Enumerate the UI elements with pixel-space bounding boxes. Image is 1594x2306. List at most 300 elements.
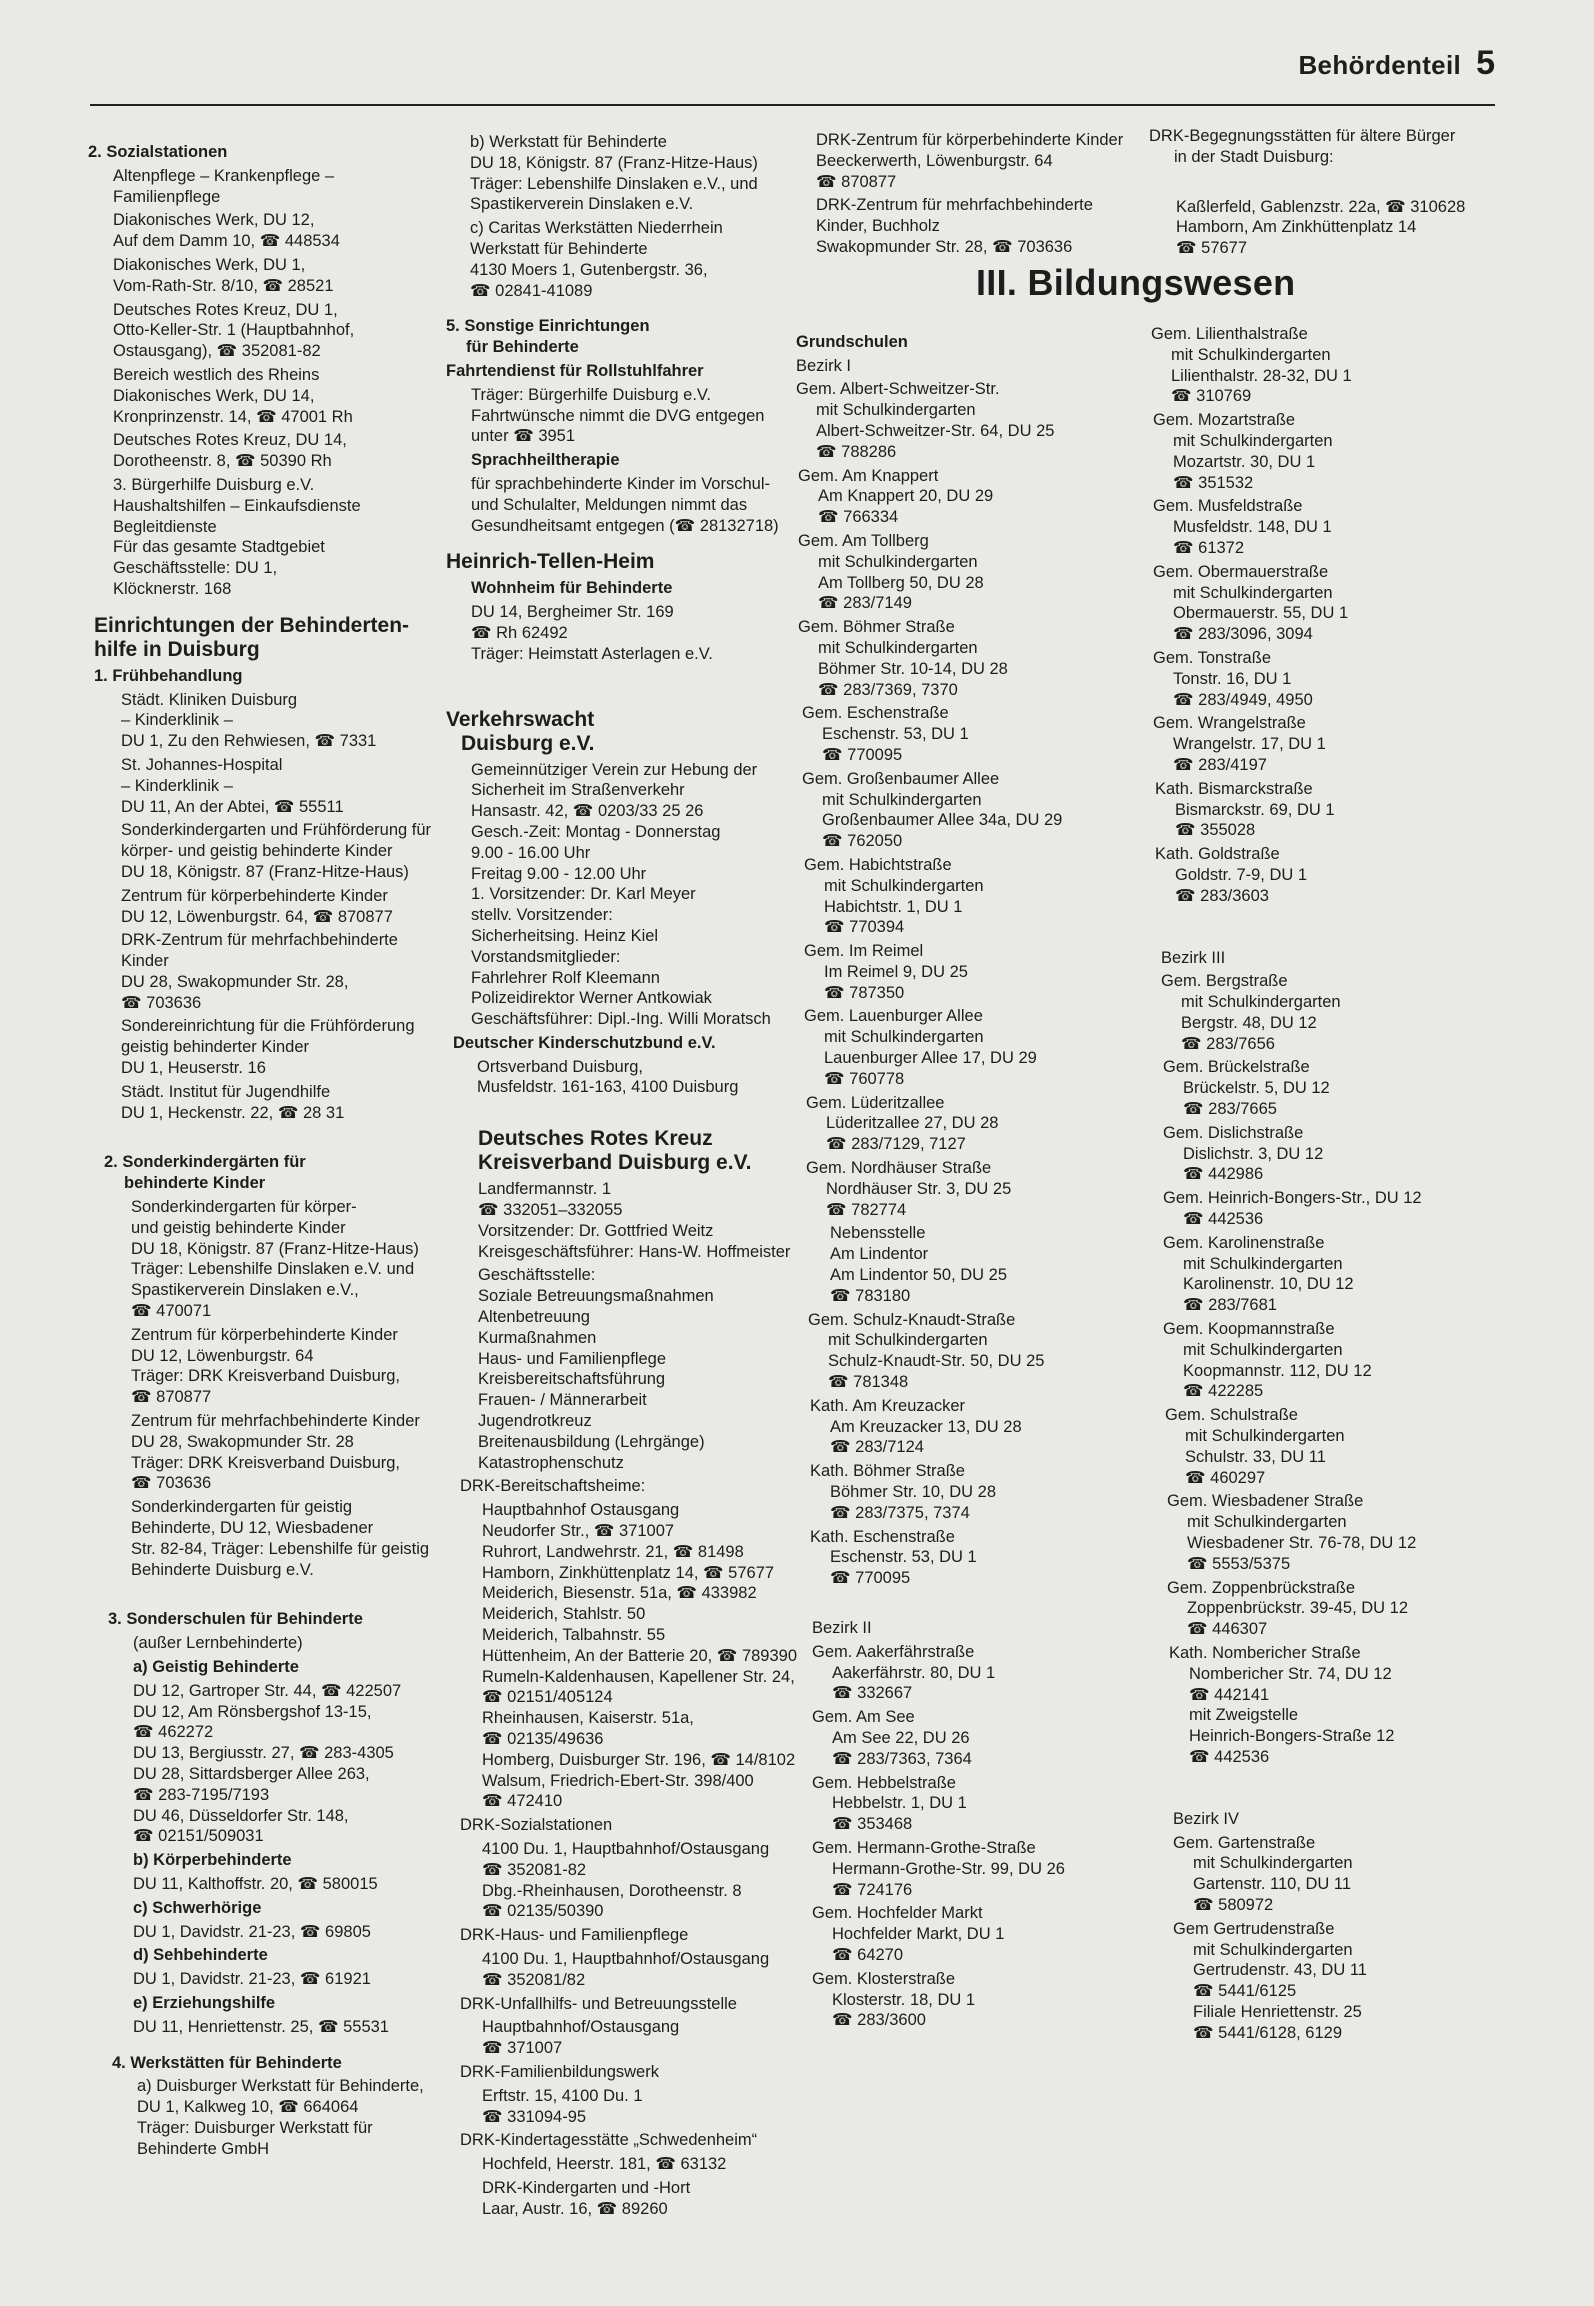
entry [1163,1319,1494,1402]
entry-line: 2. Sonderkindergärten für [104,1153,306,1172]
entry-line: ☎ 460297 [1185,1468,1266,1487]
entry-line: Dislichstr. 3, DU 12 [1183,1144,1324,1163]
entry [133,1633,438,1654]
header-title: Behördenteil [1298,50,1461,80]
entry-line: Hauptbahnhof Ostausgang [482,1501,680,1520]
entry-line: DRK-Kindergarten und -Hort [482,2178,691,2197]
entry-line: Kath. Goldstraße [1155,845,1280,864]
entry-line: Hochfeld, Heerstr. 181, ☎ 63132 [482,2155,727,2174]
entry-line: Fahrlehrer Rolf Kleemann [471,968,660,987]
entry-line: Kreisbereitschaftsführung [478,1370,666,1389]
entry-line: in der Stadt Duisburg: [1174,147,1334,166]
entry-line: Begleitdienste [113,517,217,536]
entry-line: DU 12, Löwenburgstr. 64 [131,1346,314,1365]
entry [808,1310,1148,1393]
spacer [1149,910,1494,936]
entry-line: Altenbetreuung [478,1308,590,1327]
entry-line: und Schulalter, Meldungen nimmt das [471,495,748,514]
spacer [88,2041,438,2053]
entry-line: Bereich westlich des Rheins [113,365,320,384]
entry-line: Nombericher Str. 74, DU 12 [1189,1664,1392,1683]
entry-line: mit Schulkindergarten [1187,1513,1347,1532]
entry-line: Gem. Mozartstraße [1153,411,1296,430]
column-4 [1149,126,1494,2047]
entry-line: ☎ 870877 [131,1388,212,1407]
entry-line: Am Lindentor [830,1245,929,1264]
entry [1161,971,1494,1054]
entry-line: d) Sehbehinderte [133,1946,268,1965]
entry-line: Kaßlerfeld, Gablenzstr. 22a, ☎ 310628 [1176,197,1466,216]
entry [1165,1405,1494,1488]
entry-line: 4130 Moers 1, Gutenbergstr. 36, [470,260,708,279]
entry-line: Am Knappert 20, DU 29 [818,487,994,506]
entry-line: Verkehrswacht [446,707,595,731]
entry [113,255,438,297]
entry-line: Deutscher Kinderschutzbund e.V. [453,1033,716,1052]
entry-line: mit Zweigstelle [1189,1706,1299,1725]
entry-line: Kronprinzenstr. 14, ☎ 47001 Rh [113,407,353,426]
entry-line: Neudorfer Str., ☎ 371007 [482,1522,675,1541]
section-heading [478,1127,808,1175]
entry [471,602,808,664]
entry-line: ☎ 783180 [830,1286,911,1305]
entry [460,1925,808,1946]
entry-line: mit Schulkindergarten [1193,1940,1353,1959]
entry-line: Musfeldstr. 161-163, 4100 Duisburg [477,1078,739,1097]
entry [1151,324,1494,407]
entry-line: Gem. Bergstraße [1161,972,1288,991]
entry-line: ☎ 422285 [1183,1382,1264,1401]
entry-line: mit Schulkindergarten [1173,583,1333,602]
entry-line: Hamborn, Zinkhüttenplatz 14, ☎ 57677 [482,1563,775,1582]
spacer [1149,1771,1494,1797]
entry-line: ☎ 283/7369, 7370 [818,680,958,699]
entry-line: Freitag 9.00 - 12.00 Uhr [471,864,647,883]
entry-line: ☎ 283/7656 [1181,1034,1275,1053]
entry-line: DU 12, Gartroper Str. 44, ☎ 422507 [133,1681,402,1700]
entry-line: ☎ 283-7195/7193 [133,1785,270,1804]
entry-line: Meiderich, Talbahnstr. 55 [482,1626,666,1645]
entry-line: Bezirk II [812,1619,872,1637]
entry-line: mit Schulkindergarten [824,1028,984,1047]
entry [806,1158,1148,1220]
entry-line: ☎ 352081/82 [482,1970,586,1989]
entry-line: ☎ 770095 [830,1569,911,1588]
entry-line: Diakonisches Werk, DU 12, [113,211,315,230]
entry-line: DU 1, Heuserstr. 16 [121,1059,266,1078]
entry-line: DU 1, Heckenstr. 22, ☎ 28 31 [121,1103,345,1122]
entry [816,130,1148,192]
entry-line: Am Lindentor 50, DU 25 [830,1266,1008,1285]
entry [802,703,1148,765]
entry-line: Behinderte GmbH [137,2139,270,2158]
entry-line: Walsum, Friedrich-Ebert-Str. 398/400 [482,1771,754,1790]
entry-line: Rumeln-Kaldenhausen, Kapellener Str. 24, [482,1667,795,1686]
subheading [446,361,808,382]
entry-line: Kath. Böhmer Straße [810,1462,965,1481]
entry [482,2154,808,2175]
entry-line: Einrichtungen der Behinderten- [94,613,410,637]
entry-line: DRK-Zentrum für mehrfachbehinderte [121,931,398,950]
entry-line: DRK-Begegnungsstätten für ältere Bürger [1149,127,1456,145]
entry-line: DU 1, Davidstr. 21-23, ☎ 61921 [133,1970,371,1989]
entry-line: DU 11, Henriettenstr. 25, ☎ 55531 [133,2017,389,2036]
entry [804,855,1148,938]
entry [470,132,808,215]
entry-line: DU 18, Königstr. 87 (Franz-Hitze-Haus) [131,1239,419,1258]
entry-line: ☎ 02135/49636 [482,1730,604,1748]
entry [830,1223,1148,1306]
spacer [88,1126,438,1152]
entry [121,755,438,817]
entry [1169,1643,1494,1768]
entry-line: Großenbaumer Allee 34a, DU 29 [822,811,1063,830]
entry-line: a) Duisburger Werkstatt für Behinderte, [137,2077,424,2096]
entry-line: Gesch.-Zeit: Montag - Donnerstag [471,822,721,841]
entry [1155,779,1494,841]
entry-line: b) Werkstatt für Behinderte [470,133,667,151]
entry-line: Altenpflege – Krankenpflege – [113,166,335,185]
subheading [133,1945,438,1966]
entry-line: e) Erziehungshilfe [133,1993,276,2012]
entry-line: Bezirk I [796,356,852,375]
entry-line: ☎ 703636 [131,1474,212,1493]
entry-line: Gem. Musfeldstraße [1153,497,1303,516]
entry-line: Hamborn, Am Zinkhüttenplatz 14 [1176,218,1417,237]
entry-line: (außer Lernbehinderte) [133,1634,303,1653]
entry [1163,1188,1494,1230]
entry [796,379,1148,462]
entry [482,1500,808,1812]
entry [460,1994,808,2015]
page-number: 5 [1476,44,1495,82]
entry-line: ☎ 442141 [1189,1685,1270,1704]
subheading [88,142,438,163]
entry-line: Otto-Keller-Str. 1 (Hauptbahnhof, [113,321,355,340]
entry-line: DU 1, Kalkweg 10, ☎ 664064 [137,2098,359,2117]
entry-line: Breitenausbildung (Lehrgänge) [478,1432,705,1451]
entry [131,1197,438,1322]
entry-line: Nebensstelle [830,1224,926,1243]
entry [482,2086,808,2128]
entry-line: Sonderkindergarten für körper- [131,1198,357,1217]
entry-line: Kath. Nombericher Straße [1169,1644,1361,1662]
entry-line: Dorotheenstr. 8, ☎ 50390 Rh [113,452,332,471]
entry-line: Kinder [121,952,169,971]
entry-line: ☎ 02151/509031 [133,1827,264,1846]
entry-line: Gem. Böhmer Straße [798,618,955,637]
entry-line: Duisburg e.V. [461,731,595,755]
entry-line: Gem. Lüderitzallee [806,1093,945,1112]
entry-line: Lauenburger Allee 17, DU 29 [824,1049,1037,1068]
entry-line: Brückelstr. 5, DU 12 [1183,1079,1330,1098]
entry-line: Am Tollberg 50, DU 28 [818,573,984,592]
entry-line: Gertrudenstr. 43, DU 11 [1193,1961,1367,1980]
subheading [133,1850,438,1871]
entry-line: Bezirk III [1161,948,1226,967]
entry-line: mit Schulkindergarten [1173,431,1333,450]
subheading [94,666,438,687]
entry-line: Goldstr. 7-9, DU 1 [1175,865,1308,884]
entry-line: Hebbelstr. 1, DU 1 [832,1794,967,1813]
entry [1173,1919,1494,2044]
entry-line: mit Schulkindergarten [818,552,978,571]
entry-line: DRK-Sozialstationen [460,1816,613,1835]
subheading [133,1993,438,2014]
entry-line: ☎ 332051–332055 [478,1201,623,1220]
entry-line: Träger: Heimstatt Asterlagen e.V. [471,644,713,663]
entry-line: ☎ 283/4197 [1173,755,1267,774]
entry-line: ☎ 283/7363, 7364 [832,1749,972,1768]
entry-line: Im Reimel 9, DU 25 [824,962,968,981]
entry-line: ☎ 283/4949, 4950 [1173,690,1313,709]
entry-line: Gem. Koopmannstraße [1163,1320,1335,1339]
entry [810,1396,1148,1458]
entry-line: ☎ 446307 [1187,1620,1268,1639]
entry-line: Sprachheiltherapie [471,451,620,470]
entry-line: Gem. Eschenstraße [802,704,949,723]
spacer [446,1101,808,1113]
entry-line: ☎ 61372 [1173,538,1245,557]
entry-line: Kath. Am Kreuzacker [810,1396,965,1415]
entry-line: Dbg.-Rheinhausen, Dorotheenstr. 8 [482,1881,742,1900]
entry-line: c) Schwerhörige [133,1898,262,1917]
entry-line: ☎ 766334 [818,508,899,527]
entry-line: ☎ 332667 [832,1684,913,1703]
entry-line: 1. Frühbehandlung [94,666,243,685]
entry-line: Rheinhausen, Kaiserstr. 51a, [482,1709,694,1728]
subheading [471,450,808,471]
entry [812,1903,1148,1965]
entry-line: Gem. Hermann-Grothe-Straße [812,1838,1036,1857]
entry-line: Ortsverband Duisburg, [477,1057,643,1076]
entry-line: Gem. Heinrich-Bongers-Str., DU 12 [1163,1189,1422,1208]
entry-line: DRK-Zentrum für mehrfachbehinderte [816,196,1093,215]
entry-line: Ruhrort, Landwehrstr. 21, ☎ 81498 [482,1542,744,1561]
entry-line: Obermauerstr. 55, DU 1 [1173,604,1349,623]
entry-line: unter ☎ 3951 [471,427,576,446]
entry-line: ☎ 355028 [1175,821,1256,840]
entry-line: behinderte Kinder [124,1174,266,1193]
entry-line: DU 11, Kalthoffstr. 20, ☎ 580015 [133,1874,378,1893]
entry-line: Gesundheitsamt entgegen (☎ 28132718) [471,516,779,535]
entry-line: Sicherheit im Straßenverkehr [471,781,685,800]
entry [121,820,438,882]
entry-line: Vom-Rath-Str. 8/10, ☎ 28521 [113,276,334,295]
entry-line: Deutsches Rotes Kreuz, DU 1, [113,300,338,319]
entry-line: Behinderte Duisburg e.V. [131,1560,314,1579]
entry [482,1949,808,1991]
entry-line: DU 12, Löwenburgstr. 64, ☎ 870877 [121,907,393,926]
entry-line: Werkstatt für Behinderte [470,239,648,258]
entry-line: Träger: DRK Kreisverband Duisburg, [131,1453,400,1472]
column-1 [88,142,438,2163]
entry-line: Deutsches Rotes Kreuz, DU 14, [113,431,347,450]
entry [133,2017,438,2038]
entry-line: ☎ 283/7681 [1183,1296,1277,1315]
entry [798,466,1148,528]
entry-line: ☎ 02841-41089 [470,281,593,300]
entry-line: mit Schulkindergarten [1185,1427,1345,1446]
entry [137,2076,438,2159]
entry [133,1969,438,1990]
entry-line: Gem. Im Reimel [804,942,924,961]
entry-line: mit Schulkindergarten [1183,1340,1343,1359]
entry [812,1969,1148,2031]
entry [1176,197,1494,259]
entry [478,1265,808,1473]
subheading [104,1152,438,1194]
entry-line: Eschenstr. 53, DU 1 [822,725,969,744]
entry [1153,713,1494,775]
spacer [1149,262,1494,324]
entry [113,300,438,362]
entry-line: Tonstr. 16, DU 1 [1173,669,1292,688]
entry-line: Str. 82-84, Träger: Lebenshilfe für geistig [131,1539,430,1558]
entry-line: mit Schulkindergarten [1171,345,1331,364]
entry-line: ☎ 770095 [822,745,903,764]
entry-line: Zoppenbrückstr. 39-45, DU 12 [1187,1599,1409,1618]
entry-line: Klosterstr. 18, DU 1 [832,1990,976,2009]
entry-line: Meiderich, Stahlstr. 50 [482,1605,646,1624]
entry-line: ☎ 283/7149 [818,594,912,613]
entry [1153,648,1494,710]
entry-line: Sonderkindergarten und Frühförderung für [121,821,432,840]
entry-line: Jugendrotkreuz [478,1412,592,1431]
entry-line: 4100 Du. 1, Hauptbahnhof/Ostausgang [482,1949,770,1968]
entry [804,941,1148,1003]
entry-line: ☎ 353468 [832,1815,913,1834]
entry-line: körper- und geistig behinderte Kinder [121,842,393,861]
entry-line: DU 1, Zu den Rehwiesen, ☎ 7331 [121,732,377,751]
entry-line: DU 14, Bergheimer Str. 169 [471,603,674,622]
section-heading [94,614,438,662]
entry [1173,1809,1494,1830]
entry-line: für sprachbehinderte Kinder im Vorschul- [471,474,770,493]
spacer [1149,1797,1494,1809]
entry-line: Gem. Brückelstraße [1163,1058,1310,1077]
spacer [88,1583,438,1609]
entry-line: ☎ 470071 [131,1302,212,1321]
entry-line: 3. Sonderschulen für Behinderte [108,1610,363,1629]
entry-line: hilfe in Duisburg [94,637,260,661]
entry-line: Habichtstr. 1, DU 1 [824,897,963,916]
entry-line: ☎ 283/3096, 3094 [1173,625,1313,644]
entry-line: ☎ 351532 [1173,473,1254,492]
entry [133,1681,438,1847]
entry-line: Am See 22, DU 26 [832,1728,970,1747]
entry-line: Schulz-Knaudt-Str. 50, DU 25 [828,1352,1045,1371]
entry-line: Geschäftsstelle: [478,1266,596,1285]
entry [1153,496,1494,558]
entry-line: Kath. Bismarckstraße [1155,779,1313,798]
entry [121,1082,438,1124]
entry-line: DU 28, Swakopmunder Str. 28 [131,1432,354,1451]
section-heading [446,708,808,756]
entry-line: 3. Bürgerhilfe Duisburg e.V. [113,475,315,494]
entry-line: Gem. Nordhäuser Straße [806,1159,992,1178]
subheading [446,316,808,358]
entry-line: Diakonisches Werk, DU 1, [113,255,306,274]
entry-line: Zentrum für körperbehinderte Kinder [121,886,388,905]
subheading [108,1609,438,1630]
entry-line: Städt. Kliniken Duisburg [121,690,298,709]
entry-line: Eschenstr. 53, DU 1 [830,1548,977,1567]
entry-line: Sonderkindergarten für geistig [131,1498,353,1517]
entry-line: Bezirk IV [1173,1809,1240,1828]
entry-line: ☎ 283/3603 [1175,886,1269,905]
entry [460,2062,808,2083]
entry [121,1016,438,1078]
section-heading [446,550,808,574]
entry-line: Filiale Henriettenstr. 25 [1193,2002,1362,2021]
entry-line: Gem. Hochfelder Markt [812,1904,983,1923]
entry-line: c) Caritas Werkstätten Niederrhein [470,219,723,238]
entry-line: DRK-Bereitschaftsheime: [460,1477,646,1496]
entry [806,1093,1148,1155]
entry-line: Zentrum für mehrfachbehinderte Kinder [131,1412,420,1431]
entry-line: b) Körperbehinderte [133,1851,292,1870]
entry-line: Albert-Schweitzer-Str. 64, DU 25 [816,421,1055,440]
entry-line: Spastikerverein Dinslaken e.V. [470,195,694,214]
entry-line: ☎ 57677 [1176,239,1248,258]
entry-line: ☎ 760778 [824,1069,905,1088]
entry-line: Polizeidirektor Werner Antkowiak [471,989,712,1008]
entry [1155,844,1494,906]
page-header [90,44,1495,106]
entry-line: Gemeinnütziger Verein zur Hebung der [471,760,758,779]
entry-line: Gem. Lauenburger Allee [804,1007,983,1026]
entry-line: Vorsitzender: Dr. Gottfried Weitz [478,1221,714,1240]
entry [113,475,438,600]
entry [812,1773,1148,1835]
entry-line: Heinrich-Bongers-Straße 12 [1189,1727,1395,1746]
entry-line: ☎ 781348 [828,1373,909,1392]
entry-line: Am Kreuzacker 13, DU 28 [830,1417,1022,1436]
entry-line: DU 28, Sittardsberger Allee 263, [133,1764,370,1783]
entry-line: ☎ 5441/6128, 6129 [1193,2023,1343,2042]
entry-line: DRK-Kindertagesstätte „Schwedenheim“ [460,2131,758,2150]
entry [460,2130,808,2151]
entry-line: Klöcknerstr. 168 [113,579,232,598]
entry-line: Ostausgang), ☎ 352081-82 [113,342,321,361]
entry [482,2017,808,2059]
entry [471,474,808,536]
entry [812,1642,1148,1704]
entry [1163,1123,1494,1185]
entry-line: Träger: Bürgerhilfe Duisburg e.V. [471,385,711,404]
entry-line: ☎ 782774 [826,1200,907,1219]
entry-line: ☎ 352081-82 [482,1860,587,1879]
entry [810,1527,1148,1589]
entry-line: mit Schulkindergarten [816,401,976,420]
entry-line: Städt. Institut für Jugendhilfe [121,1082,331,1101]
entry-line: ☎ 5553/5375 [1187,1554,1291,1573]
entry-line: Auf dem Damm 10, ☎ 448534 [113,232,340,251]
entry-line: Kurmaßnahmen [478,1328,597,1347]
entry-line: Lüderitzallee 27, DU 28 [826,1114,999,1133]
entry [133,1922,438,1943]
entry-line: Kreisverband Duisburg e.V. [478,1151,752,1175]
entry-line: Koopmannstr. 112, DU 12 [1183,1361,1372,1380]
entry-line: Wrangelstr. 17, DU 1 [1173,735,1326,754]
entry-line: Nordhäuser Str. 3, DU 25 [826,1179,1012,1198]
entry-line: Geschäftsführer: Dipl.-Ing. Willi Moratsch [471,1010,771,1029]
entry-line: ☎ Rh 62492 [471,623,568,642]
entry-line: Gem. Tonstraße [1153,648,1271,667]
entry-line: geistig behinderter Kinder [121,1038,310,1057]
entry-line: Aakerfährstr. 80, DU 1 [832,1663,996,1682]
